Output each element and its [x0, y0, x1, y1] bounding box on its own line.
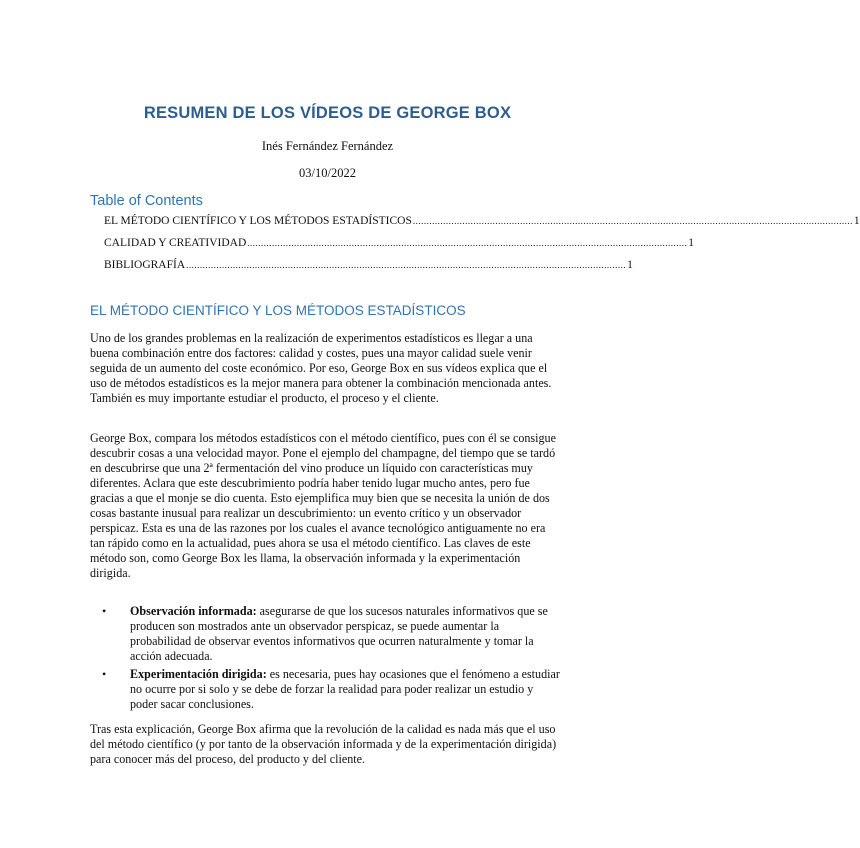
- term-colon: :: [262, 667, 267, 681]
- toc-heading: Table of Contents: [90, 193, 203, 209]
- list-item: [90, 604, 562, 664]
- paragraph-george-box: George Box, compara los métodos estadísticos con el método científico, pues con él se consigue descubrir cosas a una velocidad mayor. Pone el ejemplo del champagne, del tiempo que se tardó en descubrirse que una 2ª fermentación del vino produce un líquido con características muy diferentes. Aclara que este descubrimiento podría haber tenido lugar mucho antes, pero fue gracias a que el monje se dio cuenta. Esto ejemplifica muy bien que se necesita la unión de dos cosas bastante inusual para realizar un descubrimiento: un evento crítico y un observador perspicaz. Esta es una de las razones por los cuales el avance tecnológico antiguamente no era tan rápido como en la actualidad, pues ahora se usa el método científico. Las claves de este método son, como George Box les llama, la observación informada y la experimentación dirigida.: [90, 431, 556, 580]
- bullet-icon: •: [102, 604, 107, 618]
- bullet-list: [90, 604, 562, 715]
- list-item: [90, 667, 562, 712]
- paragraph-intro: Uno de los grandes problemas en la realización de experimentos estadísticos es llegar a una buena combinación entre dos factores: calidad y costes, pues una mayor calidad suele venir seguida de un aumento del coste económico. Por eso, George Box en sus vídeos explica que el uso de métodos estadísticos es la mejor manera para obtener la combinación mencionada antes. También es muy importante estudiar el producto, el proceso y el cliente.: [90, 331, 552, 405]
- toc-entry-label[interactable]: BIBLIOGRAFÍA: [104, 259, 186, 271]
- toc-entry-bibliografia[interactable]: [104, 259, 633, 271]
- toc-leader-dots: ................................................................................................................................................................: [186, 260, 627, 270]
- toc-entry-metodo[interactable]: [104, 215, 860, 227]
- toc-entry-page[interactable]: 1: [627, 259, 633, 271]
- toc-entry-calidad[interactable]: [104, 237, 694, 249]
- document-title: RESUMEN DE LOS VÍDEOS DE GEORGE BOX: [143, 104, 512, 122]
- document-author: Inés Fernández Fernández: [261, 139, 394, 153]
- bullet-term: Observación informada: [130, 604, 253, 618]
- bullet-text: asegurarse de que los sucesos naturales informativos que se producen son mostrados ante un observador perspicaz, se puede aumentar la probabilidad de observar eventos informativos que ocurren naturalmente y tomar la acción adecuada.: [130, 604, 548, 663]
- term-colon: :: [252, 604, 257, 618]
- toc-entry-label[interactable]: CALIDAD Y CREATIVIDAD: [104, 237, 247, 249]
- toc-entry-page[interactable]: 1: [688, 237, 694, 249]
- section-heading: EL MÉTODO CIENTÍFICO Y LOS MÉTODOS ESTADÍSTICOS: [90, 303, 466, 318]
- bullet-text: es necesaria, pues hay ocasiones que el fenómeno a estudiar no ocurre por si solo y se debe de forzar la realidad para poder realizar un estudio y poder sacar conclusiones.: [130, 667, 560, 711]
- toc-entry-label[interactable]: EL MÉTODO CIENTÍFICO Y LOS MÉTODOS ESTADÍSTICOS: [104, 215, 412, 227]
- toc-entry-page[interactable]: 1: [853, 215, 860, 227]
- bullet-icon: •: [102, 667, 107, 681]
- bullet-term: Experimentación dirigida: [130, 667, 263, 681]
- document-date: 03/10/2022: [299, 166, 356, 180]
- toc-leader-dots: ................................................................................................................................................................: [247, 238, 688, 248]
- toc-leader-dots: ................................................................................................................................................................: [412, 216, 853, 226]
- paragraph-conclusion: Tras esta explicación, George Box afirma que la revolución de la calidad es nada más que el uso del método científico (y por tanto de la observación informada y de la experimentación dirigida) para conocer más del proceso, del producto y del cliente.: [90, 722, 557, 766]
